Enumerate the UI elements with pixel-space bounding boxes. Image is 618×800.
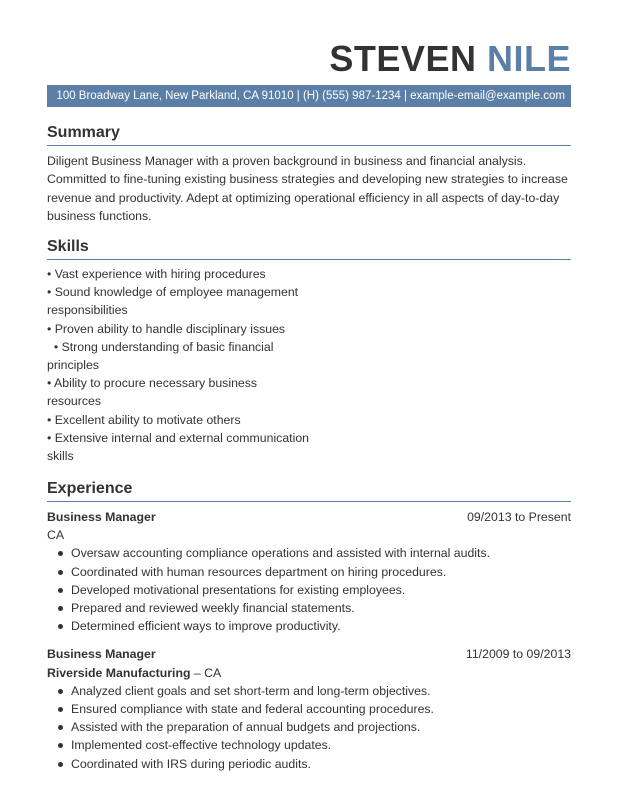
job-bullet: Ensured compliance with state and federal accounting procedures.	[47, 700, 571, 718]
company-name: Riverside Manufacturing	[47, 665, 191, 680]
skill-item: • Extensive internal and external communication skills	[47, 430, 309, 464]
contact-bar: 100 Broadway Lane, New Parkland, CA 91010 | (H) (555) 987-1234 | example-email@example.com	[47, 85, 571, 107]
job-bullet: Oversaw accounting compliance operations and assisted with internal audits.	[47, 544, 571, 562]
skill-item: • Proven ability to handle disciplinary issues	[47, 321, 286, 336]
job-bullet: Assisted with the preparation of annual budgets and projections.	[47, 718, 571, 736]
skill-item: • Vast experience with hiring procedures	[47, 267, 266, 281]
summary-heading: Summary	[47, 124, 571, 146]
job-bullet: Coordinated with IRS during periodic audits.	[47, 755, 571, 773]
summary-section	[47, 124, 571, 225]
job-bullet: Coordinated with human resources department on hiring procedures.	[47, 563, 571, 581]
bullet-dot-icon	[58, 570, 63, 575]
job-bullets	[47, 682, 571, 773]
candidate-name	[329, 38, 571, 80]
bullet-dot-icon	[58, 606, 63, 611]
job-location-text: CA	[47, 528, 65, 543]
experience-heading: Experience	[47, 480, 571, 502]
job-dates: 09/2013 to Present	[467, 510, 571, 524]
job-dates: 11/2009 to 09/2013	[465, 647, 571, 662]
skills-list	[47, 265, 312, 465]
job-bullet: Developed motivational presentations for existing employees.	[47, 581, 571, 599]
skill-item: • Excellent ability to motivate others	[47, 412, 241, 427]
skill-item: • Strong understanding of basic financial principles	[47, 339, 277, 373]
bullet-dot-icon	[58, 743, 63, 748]
bullet-dot-icon	[58, 689, 63, 694]
bullet-dot-icon	[58, 725, 63, 730]
job-title: Business Manager	[47, 510, 156, 524]
first-name: STEVEN	[329, 38, 477, 79]
bullet-dot-icon	[58, 551, 63, 556]
bullet-dot-icon	[58, 624, 63, 629]
job-header	[47, 508, 571, 526]
job-bullet: Determined efficient ways to improve productivity.	[47, 617, 571, 635]
skill-item: • Ability to procure necessary business resources	[47, 376, 258, 409]
bullet-dot-icon	[58, 588, 63, 593]
skill-item: • Sound knowledge of employee management responsibilities	[47, 285, 299, 318]
job-bullets	[47, 544, 571, 635]
job-bullet: Implemented cost-effective technology updates.	[47, 736, 571, 754]
job-location	[47, 526, 571, 544]
job-title: Business Manager	[47, 647, 156, 662]
last-name: NILE	[486, 38, 571, 79]
job-entry	[47, 508, 571, 635]
job-bullet: Prepared and reviewed weekly financial statements.	[47, 599, 571, 617]
skills-heading: Skills	[47, 238, 571, 260]
job-header	[47, 645, 571, 663]
job-bullet: Analyzed client goals and set short-term and long-term objectives.	[47, 682, 571, 700]
job-location-text: – CA	[190, 665, 222, 680]
bullet-dot-icon	[58, 762, 63, 767]
job-company	[47, 664, 571, 682]
job-entry	[47, 645, 571, 772]
experience-section	[47, 480, 571, 773]
bullet-dot-icon	[58, 707, 63, 712]
summary-text: Diligent Business Manager with a proven background in business and financial analysis. Committed to fine-tuning existing business strategies and developing new strategies to increase revenue and productivity. Adept at optimizing operational efficiency in all aspects of day-to-day business functions.	[47, 154, 568, 223]
skills-section	[47, 238, 571, 465]
